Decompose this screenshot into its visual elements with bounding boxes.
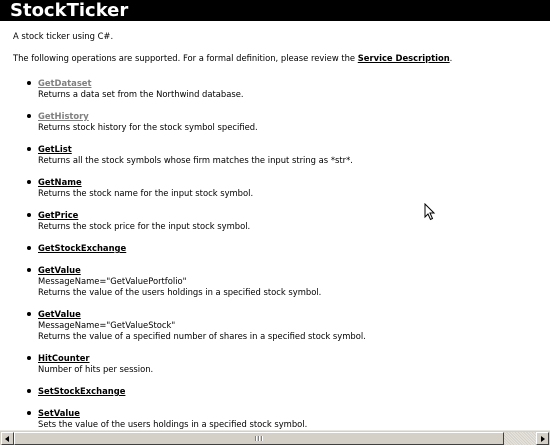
- operation-item: [13, 265, 543, 298]
- operation-link-setvalue[interactable]: SetValue: [38, 408, 80, 418]
- operation-link-getdataset[interactable]: GetDataset: [38, 78, 92, 88]
- mouse-pointer-icon: [424, 203, 436, 221]
- operation-item: [13, 177, 543, 199]
- operation-description: Returns stock history for the stock symbol specified.: [38, 122, 258, 132]
- service-description-link[interactable]: Service Description: [357, 53, 450, 63]
- bullet-icon: [27, 389, 31, 393]
- service-description-text: A stock ticker using C#.: [13, 31, 114, 41]
- operation-description: Returns all the stock symbols whose firm matches the input string as *str*.: [38, 155, 353, 165]
- intro-period: .: [449, 53, 453, 63]
- operation-link-getname[interactable]: GetName: [38, 177, 82, 187]
- bullet-icon: [27, 312, 31, 316]
- operation-description: Returns the stock name for the input stock symbol.: [38, 188, 254, 198]
- operation-link-getvalue-portfolio[interactable]: GetValue: [38, 265, 81, 275]
- bullet-icon: [27, 246, 31, 250]
- operations-intro: [13, 53, 543, 64]
- bullet-icon: [27, 114, 31, 118]
- bullet-icon: [27, 411, 31, 415]
- operations-list: [13, 78, 543, 430]
- operation-description: Returns the value of the users holdings in a specified stock symbol.: [38, 287, 322, 297]
- operation-message-name: MessageName="GetValueStock": [38, 320, 176, 330]
- operation-description: Returns a data set from the Northwind database.: [38, 89, 244, 99]
- page-title: StockTicker: [10, 0, 129, 21]
- operation-item: [13, 210, 543, 232]
- operation-description: Sets the value of the users holdings in a specified stock symbol.: [38, 419, 308, 429]
- operation-item: [13, 408, 543, 430]
- scroll-right-button[interactable]: [536, 432, 549, 445]
- operation-item: [13, 144, 543, 166]
- operations-intro-text: The following operations are supported. For a formal definition, please review the: [13, 53, 356, 63]
- bullet-icon: [27, 268, 31, 272]
- operation-link-getprice[interactable]: GetPrice: [38, 210, 79, 220]
- operation-item: [13, 78, 543, 100]
- operation-link-gethistory[interactable]: GetHistory: [38, 111, 89, 121]
- operation-item: [13, 111, 543, 133]
- operation-link-setstockexchange[interactable]: SetStockExchange: [38, 386, 126, 396]
- grip-icon: [255, 436, 263, 441]
- operation-item: [13, 309, 543, 342]
- horizontal-scrollbar[interactable]: [0, 430, 550, 445]
- operation-message-name: MessageName="GetValuePortfolio": [38, 276, 187, 286]
- operation-description: Returns the value of a specified number of shares in a specified stock symbol.: [38, 331, 366, 341]
- operation-description: Returns the stock price for the input stock symbol.: [38, 221, 251, 231]
- bullet-icon: [27, 147, 31, 151]
- title-bar: [0, 0, 550, 21]
- scroll-left-button[interactable]: [1, 432, 14, 445]
- operation-item: [13, 243, 543, 254]
- operation-item: [13, 386, 543, 397]
- bullet-icon: [27, 213, 31, 217]
- bullet-icon: [27, 180, 31, 184]
- operation-link-getstockexchange[interactable]: GetStockExchange: [38, 243, 127, 253]
- operation-link-getvalue-stock[interactable]: GetValue: [38, 309, 81, 319]
- operation-description: Number of hits per session.: [38, 364, 154, 374]
- operation-item: [13, 353, 543, 375]
- arrow-left-icon: [5, 436, 9, 442]
- bullet-icon: [27, 81, 31, 85]
- operation-link-hitcounter[interactable]: HitCounter: [38, 353, 90, 363]
- arrow-right-icon: [541, 436, 545, 442]
- scrollbar-thumb[interactable]: [14, 432, 504, 445]
- main-content: [13, 31, 543, 441]
- operation-link-getlist[interactable]: GetList: [38, 144, 72, 154]
- bullet-icon: [27, 356, 31, 360]
